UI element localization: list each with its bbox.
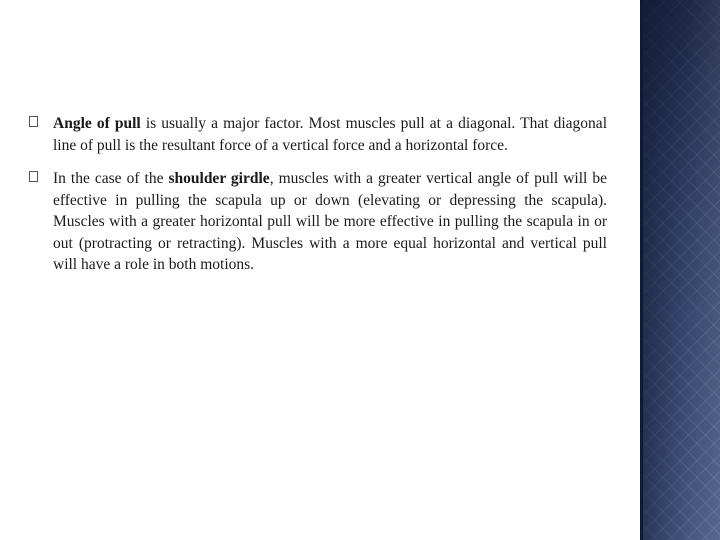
bullet-marker-icon — [29, 171, 38, 182]
bullet-body: is usually a major factor. Most muscles pull at a diagonal. That diagonal line of pull is the resultant force of a vertical force and a horizontal force. — [53, 115, 607, 154]
bold-term: shoulder girdle — [168, 170, 270, 187]
bullet-text — [53, 168, 607, 276]
bold-term: Angle of pull — [53, 115, 141, 132]
bullet-item-shoulder-girdle — [29, 168, 607, 276]
bullet-body: , muscles with a greater vertical angle of pull will be effective in pulling the scapula up or down (elevating or depressing the scapula). Muscles with a greater horizontal pull will be more effective in pulling the scapula in or out (protracting or retracting). Muscles with a more equal horizontal and vertical pull will have a role in both motions. — [53, 170, 607, 273]
decorative-sidebar — [640, 0, 720, 540]
bullet-list — [29, 113, 607, 288]
bullet-item-angle-of-pull — [29, 113, 607, 156]
bullet-marker-icon — [29, 116, 38, 127]
bullet-prefix: In the case of the — [53, 170, 169, 187]
bullet-text — [53, 113, 607, 156]
sidebar-edge-divider — [640, 0, 643, 540]
